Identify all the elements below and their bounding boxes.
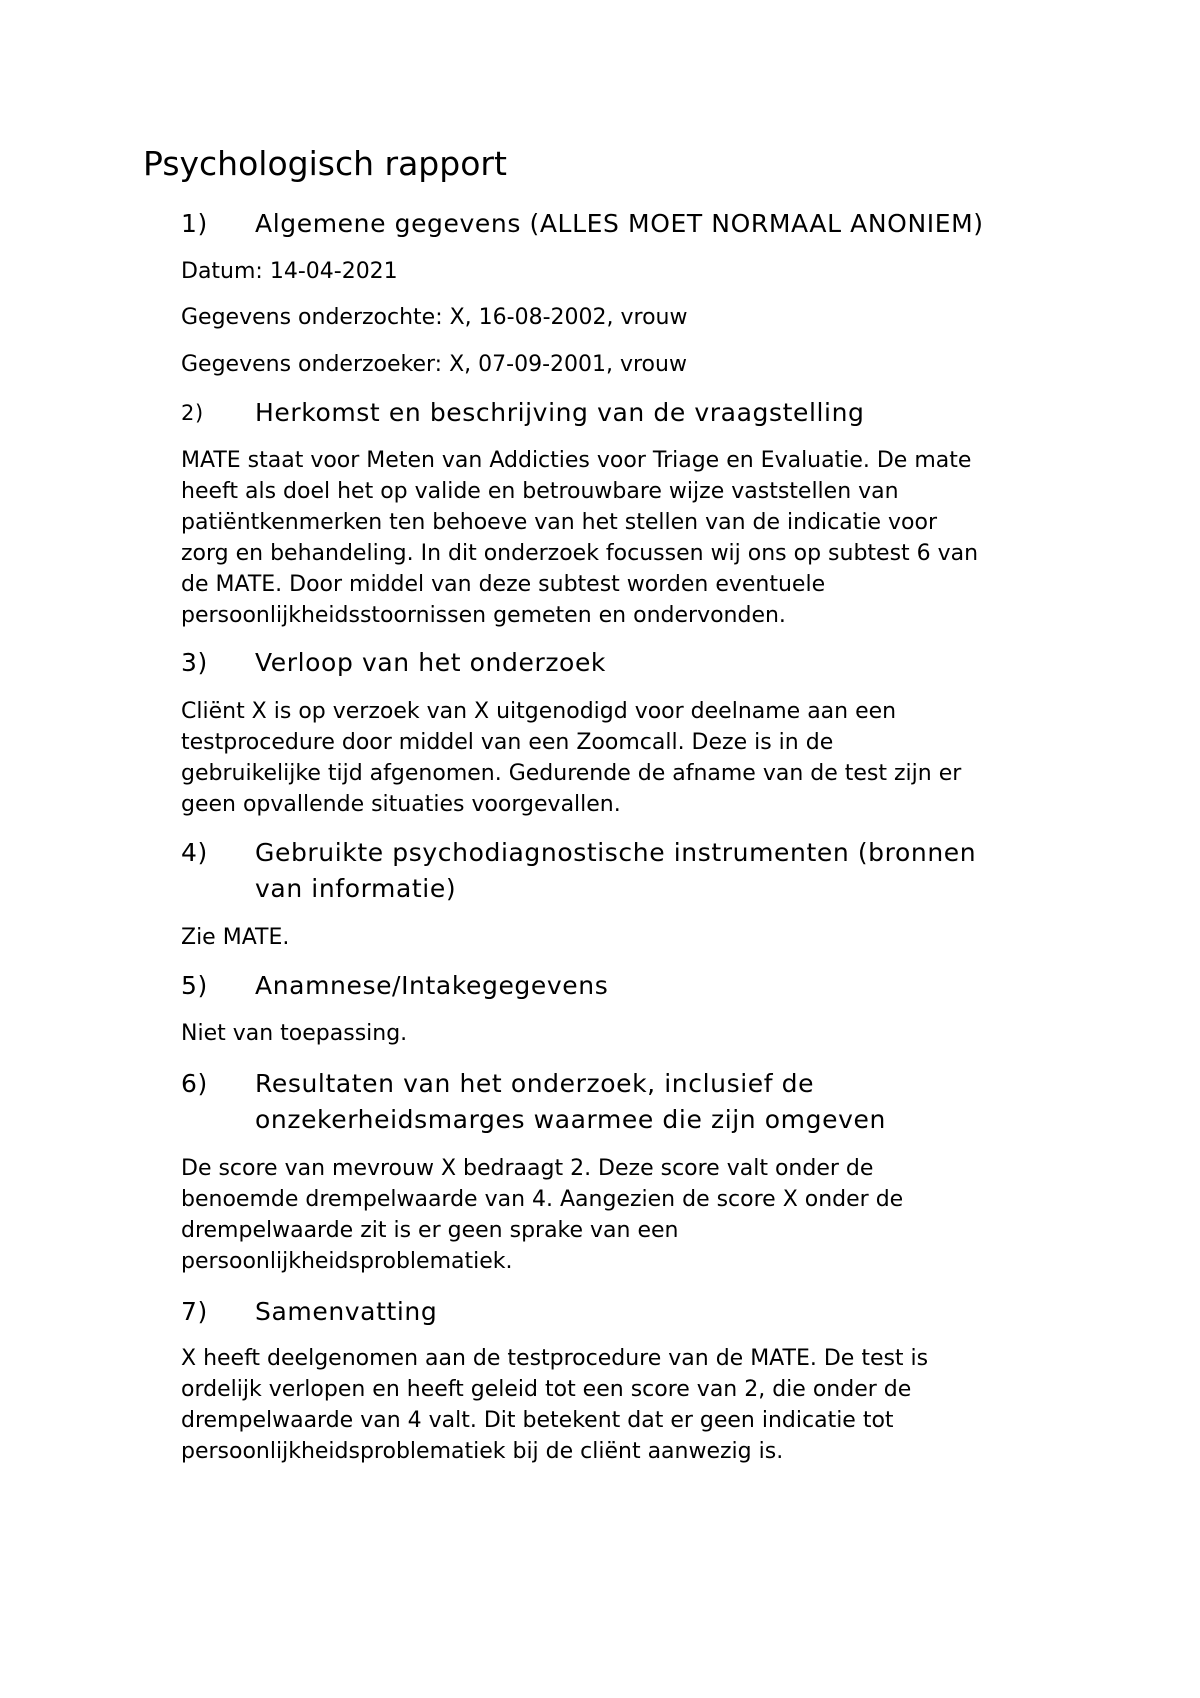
section-title: Herkomst en beschrijving van de vraagstelling [255,398,865,427]
body-line: zorg en behandeling. In dit onderzoek focussen wij ons op subtest 6 van [181,541,979,566]
section-heading-2 [181,395,1081,431]
body-line: ordelijk verlopen en heeft geleid tot een score van 2, die onder de [181,1377,912,1402]
body-line: gebruikelijke tijd afgenomen. Gedurende de afname van de test zijn er [181,761,962,786]
body-line: benoemde drempelwaarde van 4. Aangezien de score X onder de [181,1187,904,1212]
section-body-line: Zie MATE. [181,925,290,950]
section-number: 6) [181,1069,208,1098]
body-line: testprocedure door middel van een Zoomcall. Deze is in de [181,730,834,755]
section-title-line: onzekerheidsmarges waarmee die zijn omgeven [255,1105,886,1134]
section-number: 3) [181,648,208,677]
body-line: drempelwaarde zit is er geen sprake van een [181,1218,679,1243]
section-number: 7) [181,1297,208,1326]
body-line: MATE staat voor Meten van Addicties voor Triage en Evaluatie. De mate [181,448,972,473]
section-title-line: Gebruikte psychodiagnostische instrumenten (bronnen [255,838,977,867]
section-body-line: Gegevens onderzoeker: X, 07-09-2001, vrouw [181,352,687,377]
section-title-line: van informatie) [255,874,457,903]
section-number: 4) [181,838,208,867]
section-title: Samenvatting [255,1297,438,1326]
section-heading-6 [181,1066,1081,1138]
body-line: patiëntkenmerken ten behoeve van het stellen van de indicatie voor [181,510,937,535]
section-body-line: Datum: 14-04-2021 [181,259,398,284]
section-title: Verloop van het onderzoek [255,648,606,677]
body-line: drempelwaarde van 4 valt. Dit betekent dat er geen indicatie tot [181,1408,894,1433]
body-line: De score van mevrouw X bedraagt 2. Deze score valt onder de [181,1156,874,1181]
section-number: 1) [181,209,208,238]
section-body [181,1153,1081,1277]
body-line: de MATE. Door middel van deze subtest worden eventuele [181,572,826,597]
section-number: 5) [181,971,208,1000]
section-body-line: Niet van toepassing. [181,1021,408,1046]
section-title: Anamnese/Intakegegevens [255,971,609,1000]
section-body-line: Gegevens onderzochte: X, 16-08-2002, vrouw [181,305,688,330]
section-heading-1 [181,206,1081,242]
section-body [181,1343,1081,1467]
body-line: geen opvallende situaties voorgevallen. [181,792,621,817]
body-line: persoonlijkheidsproblematiek bij de cliënt aanwezig is. [181,1439,784,1464]
body-line: Cliënt X is op verzoek van X uitgenodigd voor deelname aan een [181,699,897,724]
body-line: X heeft deelgenomen aan de testprocedure van de MATE. De test is [181,1346,929,1371]
section-heading-7 [181,1294,1081,1330]
body-line: persoonlijkheidsstoornissen gemeten en ondervonden. [181,603,786,628]
section-title-line: Resultaten van het onderzoek, inclusief de [255,1069,815,1098]
section-body [181,696,1081,820]
section-heading-5 [181,968,1081,1004]
page-title: Psychologisch rapport [143,144,507,183]
section-heading-4 [181,835,1081,907]
section-heading-3 [181,645,1081,681]
section-title: Algemene gegevens (ALLES MOET NORMAAL ANONIEM) [255,209,984,238]
section-body [181,445,1081,631]
body-line: persoonlijkheidsproblematiek. [181,1249,513,1274]
section-number: 2) [181,401,204,425]
body-line: heeft als doel het op valide en betrouwbare wijze vaststellen van [181,479,899,504]
